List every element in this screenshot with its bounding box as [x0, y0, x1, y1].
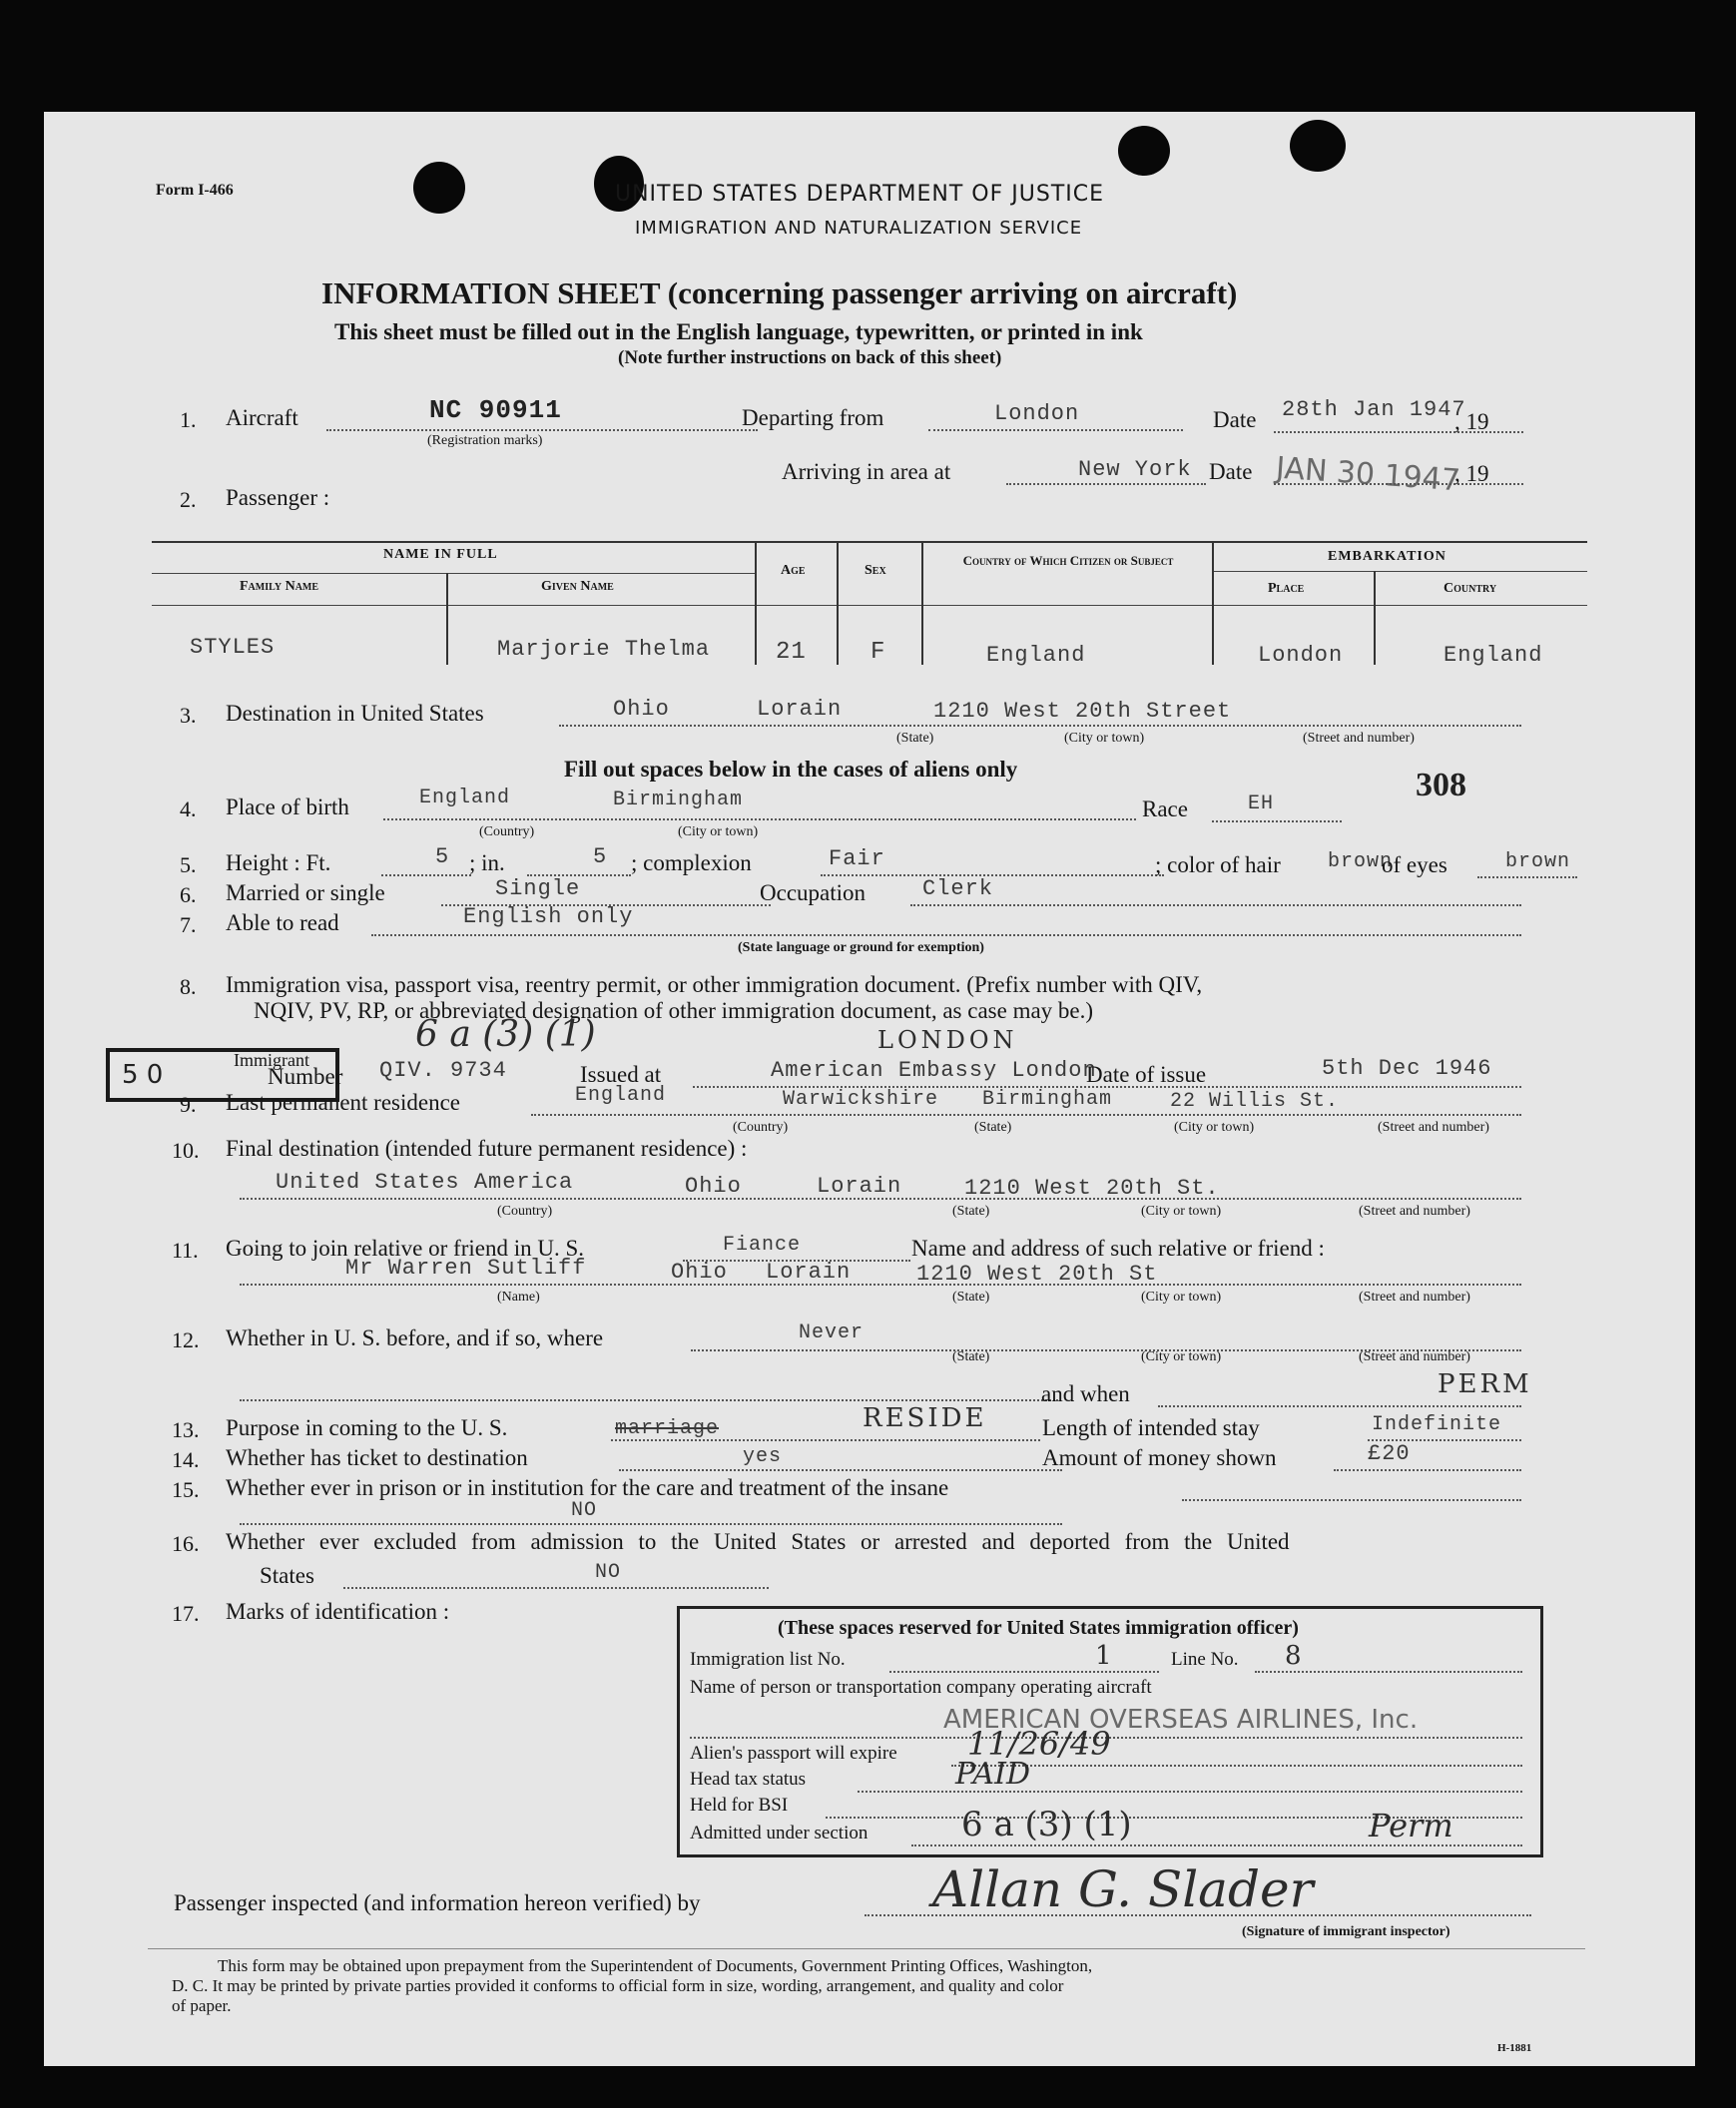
visa-number: QIV. 9734 [379, 1058, 507, 1083]
caption-city: (City or town) [1174, 1120, 1255, 1135]
final-dest-label: Final destination (intended future permanent residence) : [226, 1136, 748, 1161]
section-value: 6 a (3) (1) [961, 1805, 1132, 1844]
caption-country: (Country) [497, 1204, 553, 1219]
prison-label: Whether ever in prison or in institution for the care and treatment of the insane [226, 1475, 949, 1500]
given-name-cell: Marjorie Thelma [497, 637, 711, 662]
ticket-value: yes [743, 1445, 783, 1468]
inspection-label: Passenger inspected (and information hereon verified) by [174, 1890, 701, 1915]
arrival-date-label: Date [1209, 459, 1253, 484]
relative-label: Going to join relative or friend in U. S. [226, 1236, 584, 1261]
item-number: 15. [172, 1477, 200, 1502]
height-feet: 5 [435, 844, 450, 869]
caption-city: (City or town) [1141, 1204, 1222, 1219]
form-number: Form I-466 [156, 182, 234, 199]
country-header: Country [1444, 581, 1497, 596]
complexion-value: Fair [829, 846, 885, 871]
item-number: 7. [180, 912, 197, 937]
punch-hole [1118, 126, 1170, 176]
birthplace-label: Place of birth [226, 794, 349, 819]
caption-street: (Street and number) [1359, 1349, 1470, 1364]
reside-note: RESIDE [863, 1403, 987, 1433]
item-number: 13. [172, 1417, 200, 1442]
residence-street: 22 Willis St. [1170, 1090, 1340, 1113]
caption-street: (Street and number) [1359, 1290, 1470, 1305]
item-number: 2. [180, 487, 197, 512]
name-in-full-header: NAME IN FULL [383, 547, 498, 562]
aircraft-label: Aircraft [226, 405, 298, 430]
relative-street: 1210 West 20th St [916, 1262, 1158, 1287]
residence-state: Warwickshire [783, 1088, 939, 1111]
caption-country: (Country) [733, 1120, 789, 1135]
height-inches: 5 [593, 844, 608, 869]
excluded-label-2: States [260, 1563, 314, 1588]
race-value: EH [1248, 792, 1275, 815]
age-header: Age [781, 563, 806, 578]
residence-label: Last permanent residence [226, 1090, 460, 1115]
section-label: Admitted under section [690, 1823, 868, 1844]
destination-city: Lorain [757, 697, 843, 722]
final-state: Ohio [685, 1174, 742, 1199]
operator-label: Name of person or transportation company operating aircraft [690, 1677, 1152, 1698]
relative-state: Ohio [671, 1260, 728, 1285]
final-country: United States America [276, 1170, 574, 1195]
list-value: 1 [1095, 1641, 1112, 1671]
instruction-line: This sheet must be filled out in the English language, typewritten, or printed in ink [334, 319, 1143, 344]
eyes-label: of eyes [1382, 852, 1447, 877]
visa-instruction-1: Immigration visa, passport visa, reentry permit, or other immigration document. (Prefix number with QIV, [226, 972, 1203, 997]
number-label: Number [268, 1064, 343, 1089]
when-label: and when [1041, 1381, 1130, 1406]
form-code: H-1881 [1497, 2042, 1532, 2054]
arriving-label: Arriving in area at [782, 459, 951, 484]
operator-stamp: AMERICAN OVERSEAS AIRLINES, Inc. [943, 1705, 1419, 1735]
final-street: 1210 West 20th St. [964, 1176, 1220, 1201]
bsi-label: Held for BSI [690, 1795, 789, 1816]
issued-label: Issued at [580, 1062, 662, 1087]
date-label: Date [1213, 407, 1257, 432]
hair-value: brown [1328, 850, 1394, 873]
read-label: Able to read [226, 910, 339, 935]
money-value: £20 [1368, 1441, 1411, 1466]
signature-caption: (Signature of immigrant inspector) [1242, 1924, 1450, 1939]
registration-caption: (Registration marks) [427, 433, 543, 448]
money-label: Amount of money shown [1042, 1445, 1277, 1470]
before-label: Whether in U. S. before, and if so, where [226, 1325, 604, 1350]
item-number: 4. [180, 796, 197, 821]
headtax-value: PAID [955, 1757, 1030, 1792]
married-value: Single [495, 876, 581, 901]
birth-city: Birmingham [613, 789, 744, 811]
officer-box [677, 1606, 1543, 1857]
purpose-label: Purpose in coming to the U. S. [226, 1415, 508, 1440]
relative-city: Lorain [766, 1260, 852, 1285]
embark-country-cell: England [1444, 643, 1543, 668]
stamp-number: 5 0 [122, 1060, 164, 1090]
form-sheet [44, 112, 1695, 2066]
officer-box-title: (These spaces reserved for United States immigration officer) [778, 1617, 1299, 1639]
prison-value: NO [571, 1499, 598, 1522]
stay-label: Length of intended stay [1042, 1415, 1260, 1440]
complexion-label: ; complexion [631, 850, 752, 875]
departing-label: Departing from [742, 405, 884, 430]
stamp-label: Immigrant [234, 1050, 309, 1070]
hair-label: ; color of hair [1155, 852, 1281, 877]
caption-state: (State) [974, 1120, 1012, 1135]
departure-date: 28th Jan 1947 [1282, 397, 1466, 422]
visa-instruction-2: NQIV, PV, RP, or abbreviated designation of other immigration document, as case may be.) [254, 998, 1094, 1023]
file-number: 308 [1416, 767, 1466, 803]
inspector-signature: Allan G. Slader [932, 1860, 1314, 1918]
birth-country: England [419, 787, 511, 809]
inches-label: ; in. [469, 850, 505, 875]
citizen-cell: England [986, 643, 1086, 668]
destination-state: Ohio [613, 697, 670, 722]
issued-value: American Embassy London [771, 1058, 1097, 1083]
punch-hole [1290, 120, 1346, 172]
visa-annotation: 6 a (3) (1) [415, 1014, 596, 1055]
caption-name: (Name) [497, 1290, 540, 1305]
sex-cell: F [870, 639, 886, 666]
instruction-note: (Note further instructions on back of this sheet) [618, 347, 1002, 368]
headtax-label: Head tax status [690, 1769, 807, 1790]
arrival-date-stamp: JAN 30 1947 [1275, 450, 1461, 499]
excluded-label: Whether ever excluded from admission to the United States or arrested and deported from the United [226, 1529, 1290, 1554]
arrival-year-suffix: , 19 [1454, 461, 1489, 486]
relative-name: Mr Warren Sutliff [345, 1256, 587, 1281]
item-number: 16. [172, 1531, 200, 1556]
residence-country: England [575, 1084, 667, 1107]
line-value: 8 [1285, 1641, 1302, 1671]
caption-city: (City or town) [1064, 731, 1145, 746]
purpose-value: marriage [615, 1417, 720, 1440]
footer-line-1: This form may be obtained upon prepayment from the Superintendent of Documents, Government Printing Offices, Washington, [218, 1956, 1093, 1975]
eyes-value: brown [1505, 850, 1571, 873]
before-value: Never [799, 1321, 865, 1344]
excluded-value: NO [595, 1561, 622, 1584]
read-caption: (State language or ground for exemption) [738, 940, 984, 955]
passport-label: Alien's passport will expire [690, 1743, 897, 1764]
item-number: 10. [172, 1138, 200, 1163]
item-number: 8. [180, 974, 197, 999]
aircraft-value: NC 90911 [429, 395, 562, 425]
line-label: Line No. [1171, 1649, 1239, 1670]
relative-name-label: Name and address of such relative or friend : [911, 1236, 1325, 1261]
embarkation-header: EMBARKATION [1328, 549, 1447, 564]
item-number: 3. [180, 703, 197, 728]
caption-city: (City or town) [1141, 1349, 1222, 1364]
item-number: 17. [172, 1601, 200, 1626]
marks-label: Marks of identification : [226, 1599, 450, 1624]
year-suffix: , 19 [1454, 409, 1489, 434]
caption-street: (Street and number) [1359, 1204, 1470, 1219]
item-number: 1. [180, 407, 197, 432]
occupation-value: Clerk [922, 876, 994, 901]
ticket-label: Whether has ticket to destination [226, 1445, 528, 1470]
list-label: Immigration list No. [690, 1649, 846, 1670]
caption-state: (State) [896, 731, 934, 746]
relative-value: Fiance [723, 1234, 802, 1257]
caption-country: (Country) [479, 824, 535, 839]
read-value: English only [463, 904, 634, 929]
departing-value: London [994, 401, 1080, 426]
section-note: Perm [1369, 1807, 1453, 1844]
given-name-header: Given Name [541, 579, 614, 594]
caption-street: (Street and number) [1303, 731, 1415, 746]
height-label: Height : Ft. [226, 850, 331, 875]
place-header: Place [1268, 581, 1305, 596]
residence-city: Birmingham [982, 1088, 1113, 1111]
passenger-label: Passenger : [226, 485, 330, 510]
caption-city: (City or town) [1141, 1290, 1222, 1305]
caption-street: (Street and number) [1378, 1120, 1489, 1135]
department-heading: UNITED STATES DEPARTMENT OF JUSTICE [615, 182, 1105, 207]
item-number: 9. [180, 1092, 197, 1117]
item-number: 12. [172, 1327, 200, 1352]
arriving-value: New York [1078, 457, 1192, 482]
service-heading: IMMIGRATION AND NATURALIZATION SERVICE [635, 218, 1083, 239]
item-number: 5. [180, 852, 197, 877]
caption-state: (State) [952, 1204, 990, 1219]
item-number: 6. [180, 882, 197, 907]
family-name-header: Family Name [240, 579, 319, 594]
destination-street: 1210 West 20th Street [933, 699, 1232, 724]
family-name-cell: STYLES [190, 635, 276, 660]
married-label: Married or single [226, 880, 385, 905]
caption-city: (City or town) [678, 824, 759, 839]
perm-note: PERM [1438, 1369, 1532, 1399]
passport-value: 11/26/49 [967, 1725, 1111, 1763]
destination-label: Destination in United States [226, 701, 484, 726]
item-number: 14. [172, 1447, 200, 1472]
page-title: INFORMATION SHEET (concerning passenger arriving on aircraft) [321, 275, 1238, 310]
age-cell: 21 [776, 639, 807, 666]
aliens-heading: Fill out spaces below in the cases of aliens only [564, 757, 1018, 782]
citizen-header: Country of Which Citizen or Subject [962, 553, 1174, 568]
sex-header: Sex [865, 563, 886, 578]
footer-line-3: of paper. [172, 1996, 232, 2015]
stay-value: Indefinite [1372, 1413, 1502, 1436]
occupation-label: Occupation [760, 880, 867, 905]
footer-line-2: D. C. It may be printed by private parties provided it conforms to official form in size, wording, arrangement, and quality and color [172, 1976, 1064, 1995]
caption-state: (State) [952, 1349, 990, 1364]
london-note: LONDON [877, 1026, 1018, 1054]
date-issue-label: Date of issue [1086, 1062, 1207, 1087]
embark-place-cell: London [1258, 643, 1344, 668]
date-issue-value: 5th Dec 1946 [1322, 1056, 1492, 1081]
caption-state: (State) [952, 1290, 990, 1305]
final-city: Lorain [817, 1174, 902, 1199]
punch-hole [413, 162, 465, 214]
race-label: Race [1142, 796, 1188, 821]
item-number: 11. [172, 1238, 199, 1263]
